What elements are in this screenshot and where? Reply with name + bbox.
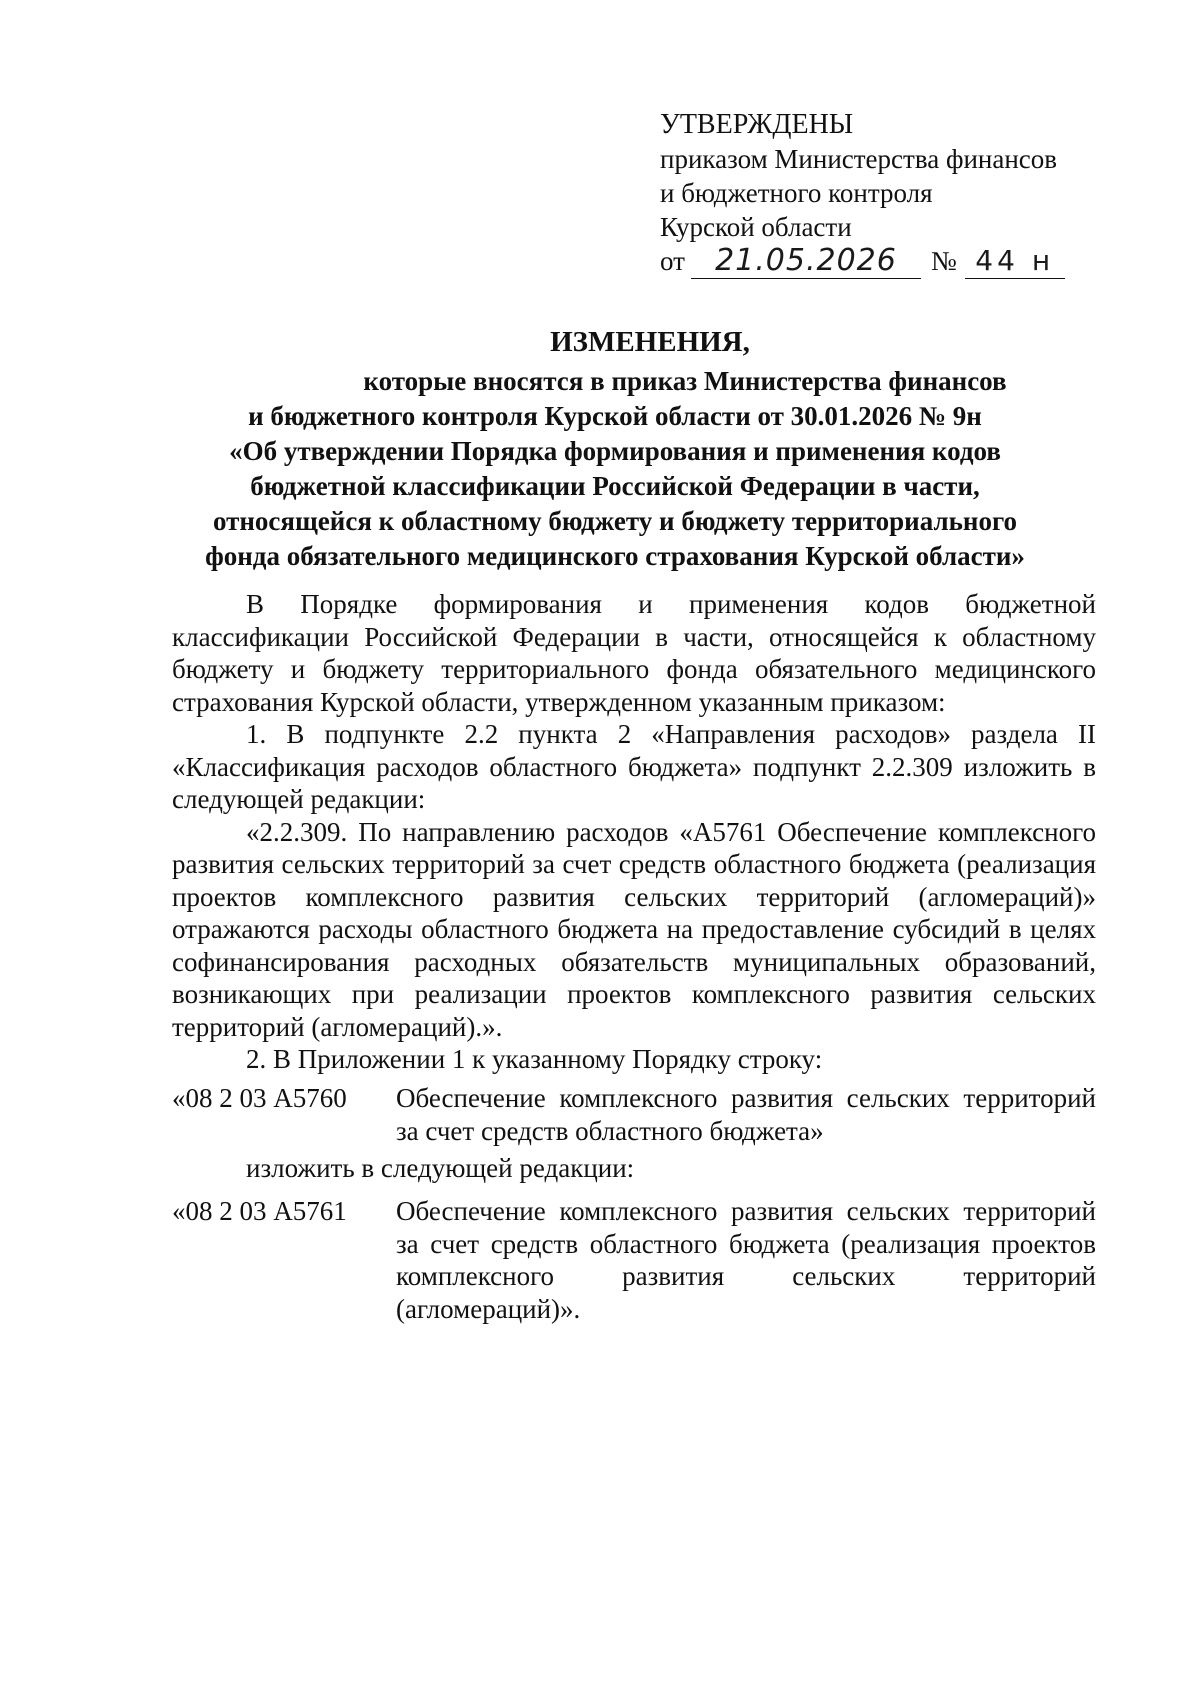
new-row-text: Обеспечение комплексного развития сельских территорий за счет средств областного бюджета (реализация проектов комплексного развития сельских территорий (агломераций)». [396, 1196, 1096, 1324]
title-line: которые вносятся в приказ Министерства финансов [363, 366, 1007, 396]
title-main: ИЗМЕНЕНИЯ, [550, 326, 750, 358]
old-row [172, 1082, 1096, 1147]
handwritten-date: 21.05.2026 [691, 246, 921, 279]
item-2-paragraph: 2. В Приложении 1 к указанному Порядку строку: [246, 1044, 823, 1074]
document-title [150, 325, 1080, 574]
new-row [172, 1195, 1096, 1325]
item-1-paragraph: 1. В подпункте 2.2 пункта 2 «Направления расходов» раздела II «Классификация расходов областного бюджета» подпункт 2.2.309 изложить в следующей редакции: [172, 719, 1096, 814]
approval-line-region: Курской области [660, 212, 852, 242]
approval-line-control: и бюджетного контроля [660, 178, 933, 208]
new-edition-label: изложить в следующей редакции: [246, 1153, 635, 1183]
old-row-code: «08 2 03 А5760 [172, 1083, 347, 1113]
approval-heading: УТВЕРЖДЕНЫ [660, 109, 854, 140]
subitem-2-2-309-paragraph: «2.2.309. По направлению расходов «А5761 Обеспечение комплексного развития сельских территорий за счет средств областного бюджета (реализация проектов комплексного развития сельских территорий (агломераций)» отражаются расходы областного бюджета на предоставление субсидий в целях софинансирования расходных обязательств муниципальных образований, возникающих при реализации проектов комплексного развития сельских территорий (агломераций).». [172, 816, 1096, 1042]
intro-paragraph: В Порядке формирования и применения кодов бюджетной классификации Российской Федерации в части, относящейся к областному бюджету и бюджету территориального фонда обязательного медицинского страхования Курской области, утвержденном указанным приказом: [172, 589, 1096, 717]
number-prefix: № [930, 246, 957, 276]
title-line: бюджетной классификации Российской Федерации в части, [250, 471, 980, 501]
approval-date-number-row [660, 244, 1100, 279]
title-line: относящейся к областному бюджету и бюджету территориального [212, 506, 1018, 536]
title-line: и бюджетного контроля Курской области от 30.01.2026 № 9н [248, 401, 982, 431]
approval-line-order: приказом Министерства финансов [660, 144, 1058, 174]
handwritten-number: 44 н [965, 246, 1065, 279]
document-body [172, 588, 1096, 1076]
date-prefix: от [660, 246, 685, 276]
old-row-text: Обеспечение комплексного развития сельских территорий за счет средств областного бюджета» [396, 1083, 1096, 1146]
new-row-code: «08 2 03 А5761 [172, 1196, 347, 1226]
title-line: фонда обязательного медицинского страхования Курской области» [205, 541, 1025, 571]
approval-block [660, 108, 1100, 279]
title-line: «Об утверждении Порядка формирования и применения кодов [229, 436, 1001, 466]
